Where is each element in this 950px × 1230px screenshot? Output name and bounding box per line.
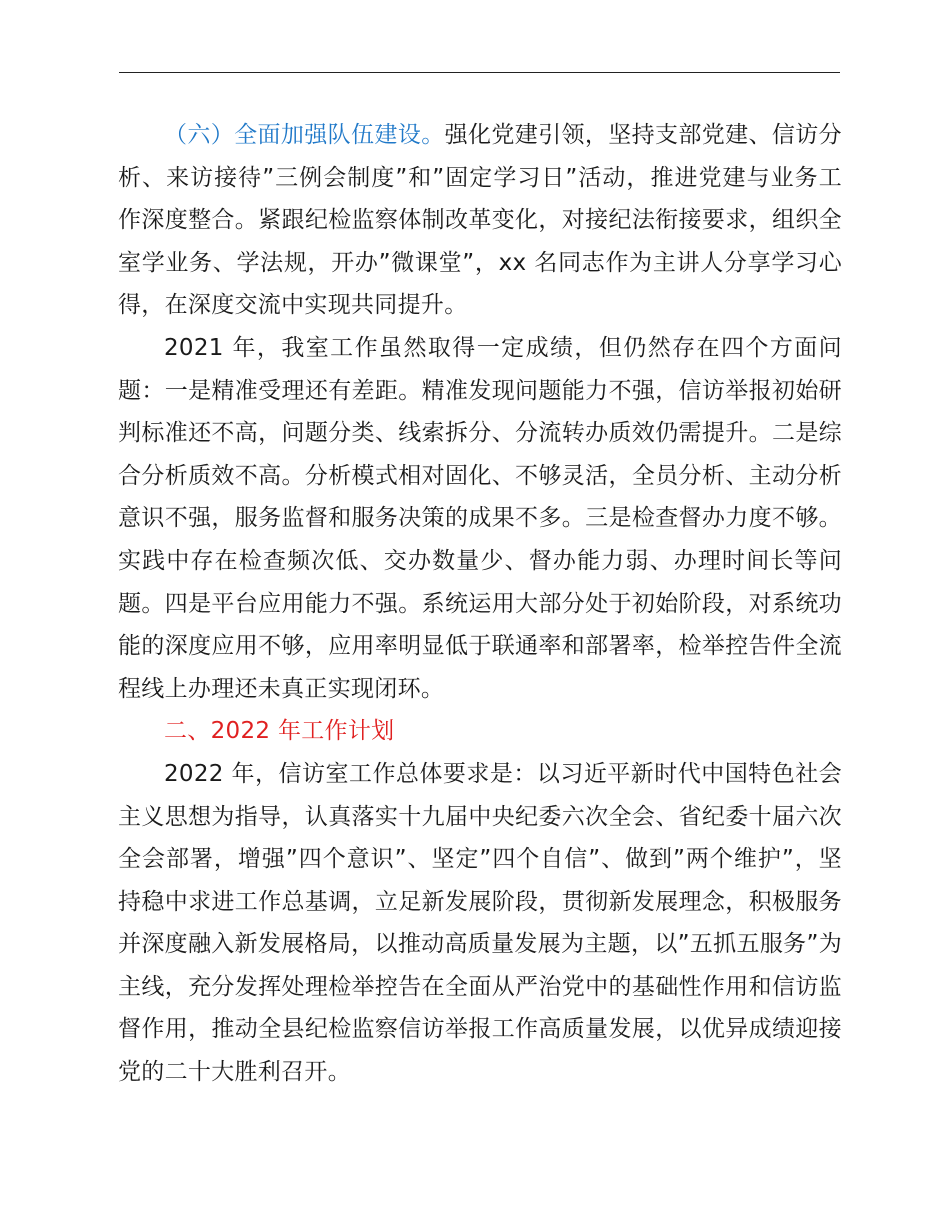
document-body [118,114,842,1094]
subheading-team-building: （六）全面加强队伍建设。 [164,122,445,148]
paragraph-2022-requirements: 2022 年，信访室工作总体要求是：以习近平新时代中国特色社会主义思想为指导，认真落实十九届中央纪委六次全会、省纪委十届六次全会部署，增强”四个意识”、坚定”四个自信”、做到”两个维护”，坚持稳中求进工作总基调，立足新发展阶段，贯彻新发展理念，积极服务并深度融入新发展格局，以推动高质量发展为主题，以”五抓五服务”为主线，充分发挥处理检举控告在全面从严治党中的基础性作用和信访监督作用，推动全县纪检监察信访举报工作高质量发展，以优异成绩迎接党的二十大胜利召开。 [118,760,842,1086]
header-rule [119,72,840,73]
paragraph-team-building-text: 强化党建引领，坚持支部党建、信访分析、来访接待”三例会制度”和”固定学习日”活动，推进党建与业务工作深度整合。紧跟纪检监察体制改革变化，对接纪法衔接要求，组织全室学业务、学法规，开办”微课堂”，xx 名同志作为主讲人分享学习心得，在深度交流中实现共同提升。 [118,122,842,319]
paragraph-team-building [118,114,842,327]
paragraph-2021-problems: 2021 年，我室工作虽然取得一定成绩，但仍然存在四个方面问题：一是精准受理还有差距。精准发现问题能力不强，信访举报初始研判标准还不高，问题分类、线索拆分、分流转办质效仍需提升。二是综合分析质效不高。分析模式相对固化、不够灵活，全员分析、主动分析意识不强，服务监督和服务决策的成果不多。三是检查督办力度不够。实践中存在检查频次低、交办数量少、督办能力弱、办理时间长等问题。四是平台应用能力不强。系统运用大部分处于初始阶段，对系统功能的深度应用不够，应用率明显低于联通率和部署率，检举控告件全流程线上办理还未真正实现闭环。 [118,334,842,702]
section-heading-2022-plan: 二、2022 年工作计划 [164,718,395,745]
